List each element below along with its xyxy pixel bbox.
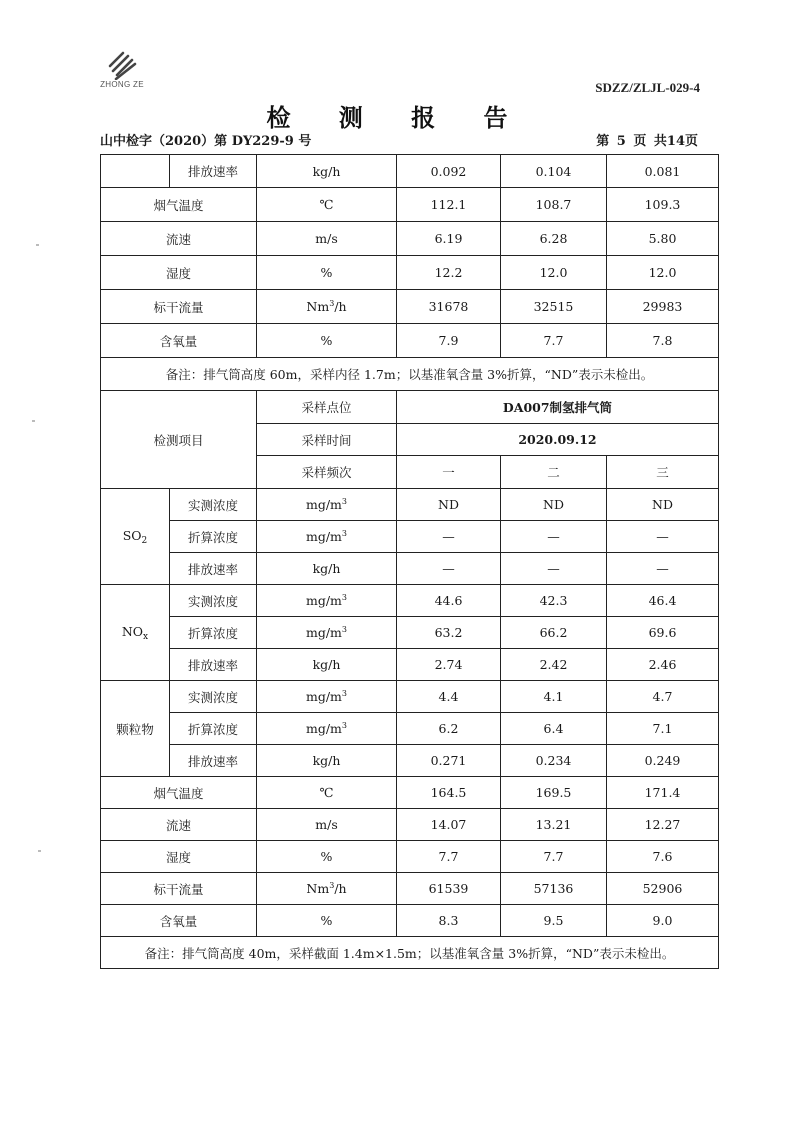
value-cell: 2.74	[397, 649, 501, 681]
unit-superscript: 3	[341, 593, 347, 602]
value-cell: 0.271	[397, 745, 501, 777]
pollutant-name	[101, 681, 170, 777]
value-cell: —	[501, 553, 607, 585]
value-cell: 12.2	[397, 256, 501, 290]
value-cell: —	[397, 521, 501, 553]
unit-base: kg/h	[312, 753, 341, 768]
value-cell: 7.7	[397, 841, 501, 873]
table-row	[101, 553, 719, 585]
row-label: 烟气温度	[101, 777, 257, 809]
value-cell: 42.3	[501, 585, 607, 617]
unit-superscript: 3	[341, 721, 347, 730]
row-label: 标干流量	[101, 873, 257, 905]
pollutant-subscript: x	[143, 631, 149, 642]
unit-cell: %	[257, 324, 397, 358]
value-cell: 44.6	[397, 585, 501, 617]
table-row	[101, 256, 719, 290]
value-cell: 69.6	[607, 617, 719, 649]
value-cell: —	[397, 553, 501, 585]
blank-cell	[101, 155, 170, 188]
value-cell: 6.2	[397, 713, 501, 745]
document-code: SDZZ/ZLJL-029-4	[595, 80, 700, 95]
unit-superscript: 3	[341, 497, 347, 506]
logo-text: ZHONG ZE	[100, 80, 144, 89]
table-row	[101, 521, 719, 553]
value-cell: 7.9	[397, 324, 501, 358]
unit-base: Nm	[306, 299, 330, 314]
frequency-value: 三	[607, 456, 719, 489]
unit-cell	[257, 713, 397, 745]
value-cell: —	[607, 521, 719, 553]
row-label: 折算浓度	[170, 617, 257, 649]
value-cell: 6.4	[501, 713, 607, 745]
table-row	[101, 391, 719, 424]
unit-cell	[257, 681, 397, 713]
remark-note: 备注：排气筒高度 60m，采样内径 1.7m；以基准氧含量 3%折算，“ND”表示未检出。	[101, 358, 719, 391]
value-cell: 2.42	[501, 649, 607, 681]
value-cell: 0.234	[501, 745, 607, 777]
value-cell: 4.1	[501, 681, 607, 713]
page-number: 第 5 页 共14页	[596, 134, 698, 149]
value-cell: 12.0	[607, 256, 719, 290]
value-cell: 12.0	[501, 256, 607, 290]
pollutant-base: 颗粒物	[116, 721, 154, 737]
row-label: 含氧量	[101, 324, 257, 358]
row-label: 湿度	[101, 256, 257, 290]
unit-base: mg/m	[305, 529, 342, 544]
unit-base: mg/m	[305, 721, 342, 736]
value-cell: 52906	[607, 873, 719, 905]
unit-cell: m/s	[257, 222, 397, 256]
value-cell: 109.3	[607, 188, 719, 222]
scan-speck	[36, 244, 39, 246]
table-row	[101, 188, 719, 222]
report-number: 山中检字（2020）第 DY229-9 号	[100, 134, 312, 149]
value-cell: 169.5	[501, 777, 607, 809]
table-row	[101, 489, 719, 521]
table-row	[101, 290, 719, 324]
scan-speck	[32, 420, 35, 422]
unit-cell	[257, 745, 397, 777]
value-cell: 61539	[397, 873, 501, 905]
value-cell: 32515	[501, 290, 607, 324]
table-row	[101, 324, 719, 358]
row-label: 实测浓度	[170, 585, 257, 617]
value-cell: 7.6	[607, 841, 719, 873]
row-label: 流速	[101, 809, 257, 841]
logo-stripes-icon	[105, 48, 139, 80]
item-header: 检测项目	[101, 391, 257, 489]
table-row	[101, 809, 719, 841]
unit-cell	[257, 489, 397, 521]
unit-cell	[257, 873, 397, 905]
unit-base: Nm	[306, 881, 330, 896]
unit-base: kg/h	[312, 657, 341, 672]
value-cell: 7.1	[607, 713, 719, 745]
value-cell: 108.7	[501, 188, 607, 222]
table-row	[101, 617, 719, 649]
row-label: 排放速率	[170, 649, 257, 681]
unit-tail: /h	[334, 881, 347, 896]
value-cell: 5.80	[607, 222, 719, 256]
value-cell: 112.1	[397, 188, 501, 222]
pollutant-base: NO	[121, 623, 144, 639]
row-label: 排放速率	[170, 553, 257, 585]
value-cell: 8.3	[397, 905, 501, 937]
table-row	[101, 681, 719, 713]
row-label: 标干流量	[101, 290, 257, 324]
unit-cell: %	[257, 905, 397, 937]
unit-base: mg/m	[305, 689, 342, 704]
value-cell: 0.081	[607, 155, 719, 188]
unit-cell	[257, 585, 397, 617]
remark-note: 备注：排气筒高度 40m，采样截面 1.4m×1.5m；以基准氧含量 3%折算，“ND”表示未检出。	[101, 937, 719, 969]
value-cell: 7.8	[607, 324, 719, 358]
table-row	[101, 873, 719, 905]
unit-cell: %	[257, 256, 397, 290]
value-cell: 31678	[397, 290, 501, 324]
unit-superscript: 3	[329, 881, 335, 890]
unit-superscript: 3	[341, 689, 347, 698]
page-title: 检 测 报 告	[266, 104, 528, 132]
unit-cell: %	[257, 841, 397, 873]
unit-cell	[257, 290, 397, 324]
unit-tail: /h	[334, 299, 347, 314]
value-cell: ND	[397, 489, 501, 521]
pollutant-subscript: 2	[141, 535, 148, 546]
table-row	[101, 649, 719, 681]
row-label: 湿度	[101, 841, 257, 873]
value-cell: 0.092	[397, 155, 501, 188]
value-cell: 14.07	[397, 809, 501, 841]
value-cell: 7.7	[501, 841, 607, 873]
table-row	[101, 745, 719, 777]
row-label: 排放速率	[170, 155, 257, 188]
row-label: 含氧量	[101, 905, 257, 937]
report-table	[100, 154, 719, 969]
value-cell: 6.28	[501, 222, 607, 256]
table-row	[101, 905, 719, 937]
unit-base: kg/h	[312, 561, 341, 576]
value-cell: 12.27	[607, 809, 719, 841]
row-label: 折算浓度	[170, 713, 257, 745]
table-row	[101, 777, 719, 809]
value-cell: ND	[501, 489, 607, 521]
table-row	[101, 358, 719, 391]
time-label: 采样时间	[257, 424, 397, 456]
row-label: 折算浓度	[170, 521, 257, 553]
unit-base: mg/m	[305, 593, 342, 608]
unit-cell	[257, 649, 397, 681]
unit-superscript: 3	[341, 529, 347, 538]
row-label: 实测浓度	[170, 489, 257, 521]
row-label: 流速	[101, 222, 257, 256]
value-cell: 7.7	[501, 324, 607, 358]
value-cell: —	[607, 553, 719, 585]
frequency-value: 二	[501, 456, 607, 489]
point-value: DA007制氢排气筒	[397, 391, 719, 424]
unit-cell: ℃	[257, 777, 397, 809]
value-cell: 6.19	[397, 222, 501, 256]
value-cell: 164.5	[397, 777, 501, 809]
table-row	[101, 155, 719, 188]
unit-cell: ℃	[257, 188, 397, 222]
time-value: 2020.09.12	[397, 424, 719, 456]
row-label: 实测浓度	[170, 681, 257, 713]
value-cell: 46.4	[607, 585, 719, 617]
table-row	[101, 841, 719, 873]
unit-superscript: 3	[341, 625, 347, 634]
value-cell: 0.104	[501, 155, 607, 188]
scan-speck	[38, 850, 41, 852]
table-row	[101, 713, 719, 745]
table-row	[101, 937, 719, 969]
value-cell: 13.21	[501, 809, 607, 841]
pollutant-name	[101, 489, 170, 585]
value-cell: 9.5	[501, 905, 607, 937]
unit-base: mg/m	[305, 625, 342, 640]
value-cell: 29983	[607, 290, 719, 324]
unit-cell	[257, 553, 397, 585]
frequency-label: 采样频次	[257, 456, 397, 489]
value-cell: 4.4	[397, 681, 501, 713]
unit-cell	[257, 521, 397, 553]
value-cell: 57136	[501, 873, 607, 905]
value-cell: 63.2	[397, 617, 501, 649]
company-logo	[96, 48, 148, 96]
value-cell: 9.0	[607, 905, 719, 937]
pollutant-name	[101, 585, 170, 681]
point-label: 采样点位	[257, 391, 397, 424]
unit-cell: m/s	[257, 809, 397, 841]
unit-superscript: 3	[329, 299, 335, 308]
frequency-value: 一	[397, 456, 501, 489]
row-label: 排放速率	[170, 745, 257, 777]
table-row	[101, 585, 719, 617]
value-cell: —	[501, 521, 607, 553]
pollutant-base: SO	[122, 527, 142, 543]
value-cell: 2.46	[607, 649, 719, 681]
unit-base: mg/m	[305, 497, 342, 512]
value-cell: 0.249	[607, 745, 719, 777]
table-row	[101, 222, 719, 256]
value-cell: 171.4	[607, 777, 719, 809]
unit-cell: kg/h	[257, 155, 397, 188]
value-cell: 66.2	[501, 617, 607, 649]
value-cell: ND	[607, 489, 719, 521]
unit-cell	[257, 617, 397, 649]
row-label: 烟气温度	[101, 188, 257, 222]
value-cell: 4.7	[607, 681, 719, 713]
